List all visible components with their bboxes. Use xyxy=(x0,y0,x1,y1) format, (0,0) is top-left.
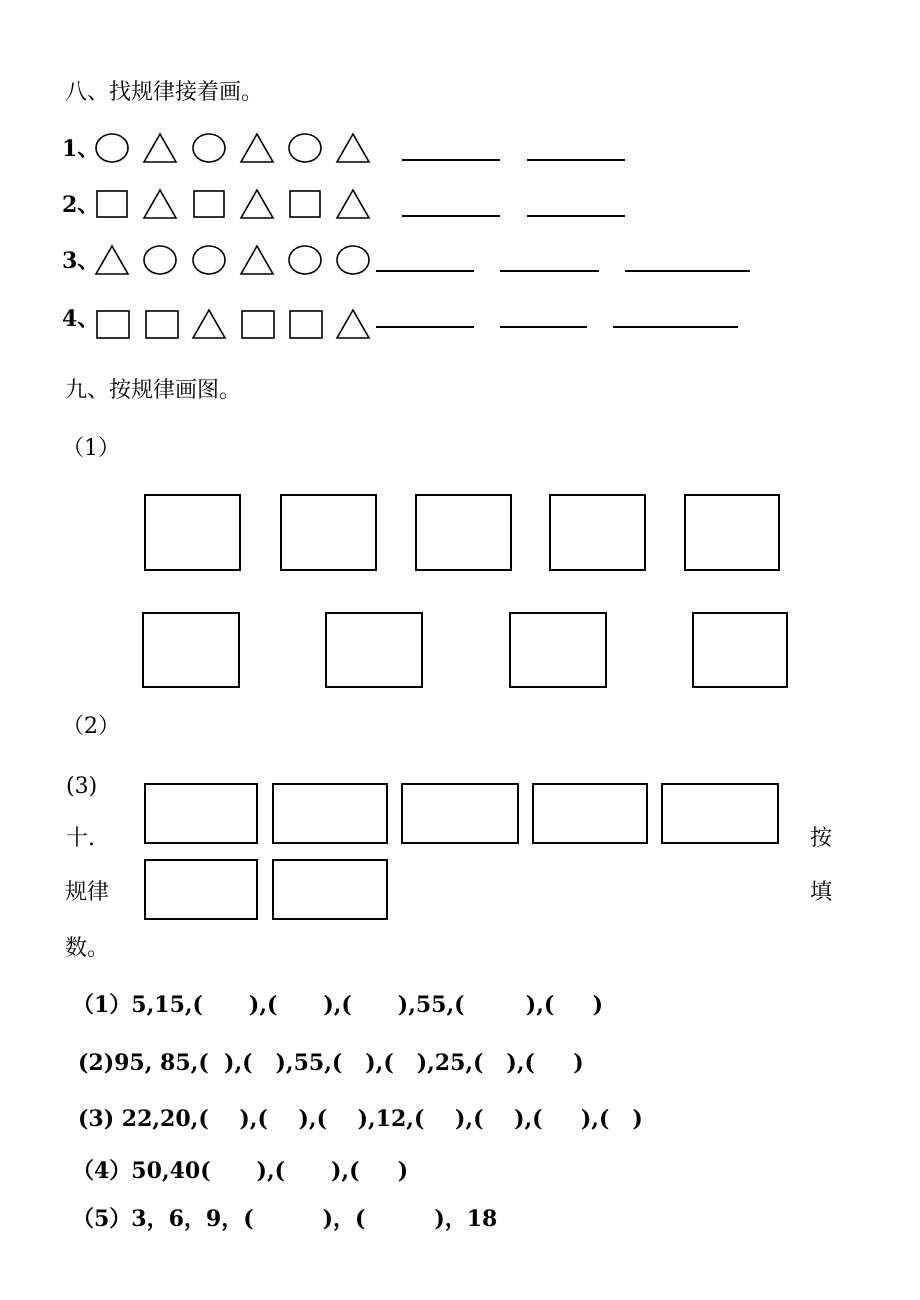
triangle-shape xyxy=(337,310,369,338)
row-2-shapes xyxy=(97,190,369,218)
square-shape xyxy=(290,191,320,217)
square-shape xyxy=(146,311,178,338)
square-shape xyxy=(97,311,129,338)
dot-box-2 xyxy=(280,494,377,571)
dot-box-4 xyxy=(549,494,646,571)
row-4-shapes xyxy=(97,310,369,338)
row-3-label: 3、 xyxy=(62,248,100,274)
growth-box-4 xyxy=(532,783,648,844)
question-2: (2)95, 85,( ),( ),55,( ),( ),25,( ),( ) xyxy=(78,1050,584,1076)
section-10-heading-number: 十. xyxy=(66,826,95,851)
growth-box-3 xyxy=(401,783,519,844)
part-3-label: (3) xyxy=(66,774,98,799)
circle-shape xyxy=(144,246,176,274)
growth-box-1 xyxy=(144,783,258,844)
triangle-shape xyxy=(144,134,176,162)
triangle-shape xyxy=(241,134,273,162)
question-3: (3) 22,20,( ),( ),( ),12,( ),( ),( ),( ) xyxy=(78,1106,643,1132)
triangle-shape xyxy=(241,246,273,274)
square-shape xyxy=(290,311,322,338)
circle-shape xyxy=(193,246,225,274)
part-2-label: （2） xyxy=(62,714,120,739)
part-1-label: （1） xyxy=(62,436,120,461)
question-1: （1）5,15,( ),( ),( ),55,( ),( ) xyxy=(72,992,603,1018)
circle-shape xyxy=(337,246,369,274)
triangle-shape xyxy=(241,190,273,218)
triangle-box-answer[interactable] xyxy=(692,612,788,688)
triangle-box-1 xyxy=(142,612,240,688)
triangle-box-2 xyxy=(325,612,423,688)
square-shape xyxy=(194,191,224,217)
circle-shape xyxy=(289,246,321,274)
section-10-heading-part: 规律 xyxy=(65,880,110,905)
growth-box-answer-1[interactable] xyxy=(144,859,258,920)
dot-box-1 xyxy=(144,494,241,571)
triangle-box-3 xyxy=(509,612,607,688)
section-10-heading-part: 按 xyxy=(810,826,833,851)
triangle-shape xyxy=(337,134,369,162)
growth-box-answer-2[interactable] xyxy=(272,859,388,920)
row-1-label: 1、 xyxy=(62,136,100,162)
triangle-shape xyxy=(144,190,176,218)
circle-shape xyxy=(289,134,321,162)
row-1-shapes xyxy=(96,134,369,162)
growth-box-2 xyxy=(272,783,388,844)
triangle-shape xyxy=(337,190,369,218)
circle-shape xyxy=(96,134,128,162)
section-8-heading: 八、找规律接着画。 xyxy=(65,80,264,105)
square-shape xyxy=(97,191,127,217)
question-5: （5）3，6，9，( )，( )，18 xyxy=(72,1206,498,1232)
row-2-label: 2、 xyxy=(62,192,100,218)
dot-box-answer[interactable] xyxy=(684,494,780,571)
triangle-shape xyxy=(193,310,225,338)
row-3-shapes xyxy=(96,246,369,274)
section-10-heading-part: 填 xyxy=(810,880,833,905)
row-4-label: 4、 xyxy=(62,306,100,332)
section-10-heading-part: 数。 xyxy=(65,936,110,961)
circle-shape xyxy=(193,134,225,162)
square-shape xyxy=(242,311,274,338)
question-4: （4）50,40( ),( ),( ) xyxy=(72,1158,409,1184)
section-9-heading: 九、按规律画图。 xyxy=(65,378,242,403)
growth-box-5 xyxy=(661,783,779,844)
dot-box-3 xyxy=(415,494,512,571)
triangle-shape xyxy=(96,246,128,274)
